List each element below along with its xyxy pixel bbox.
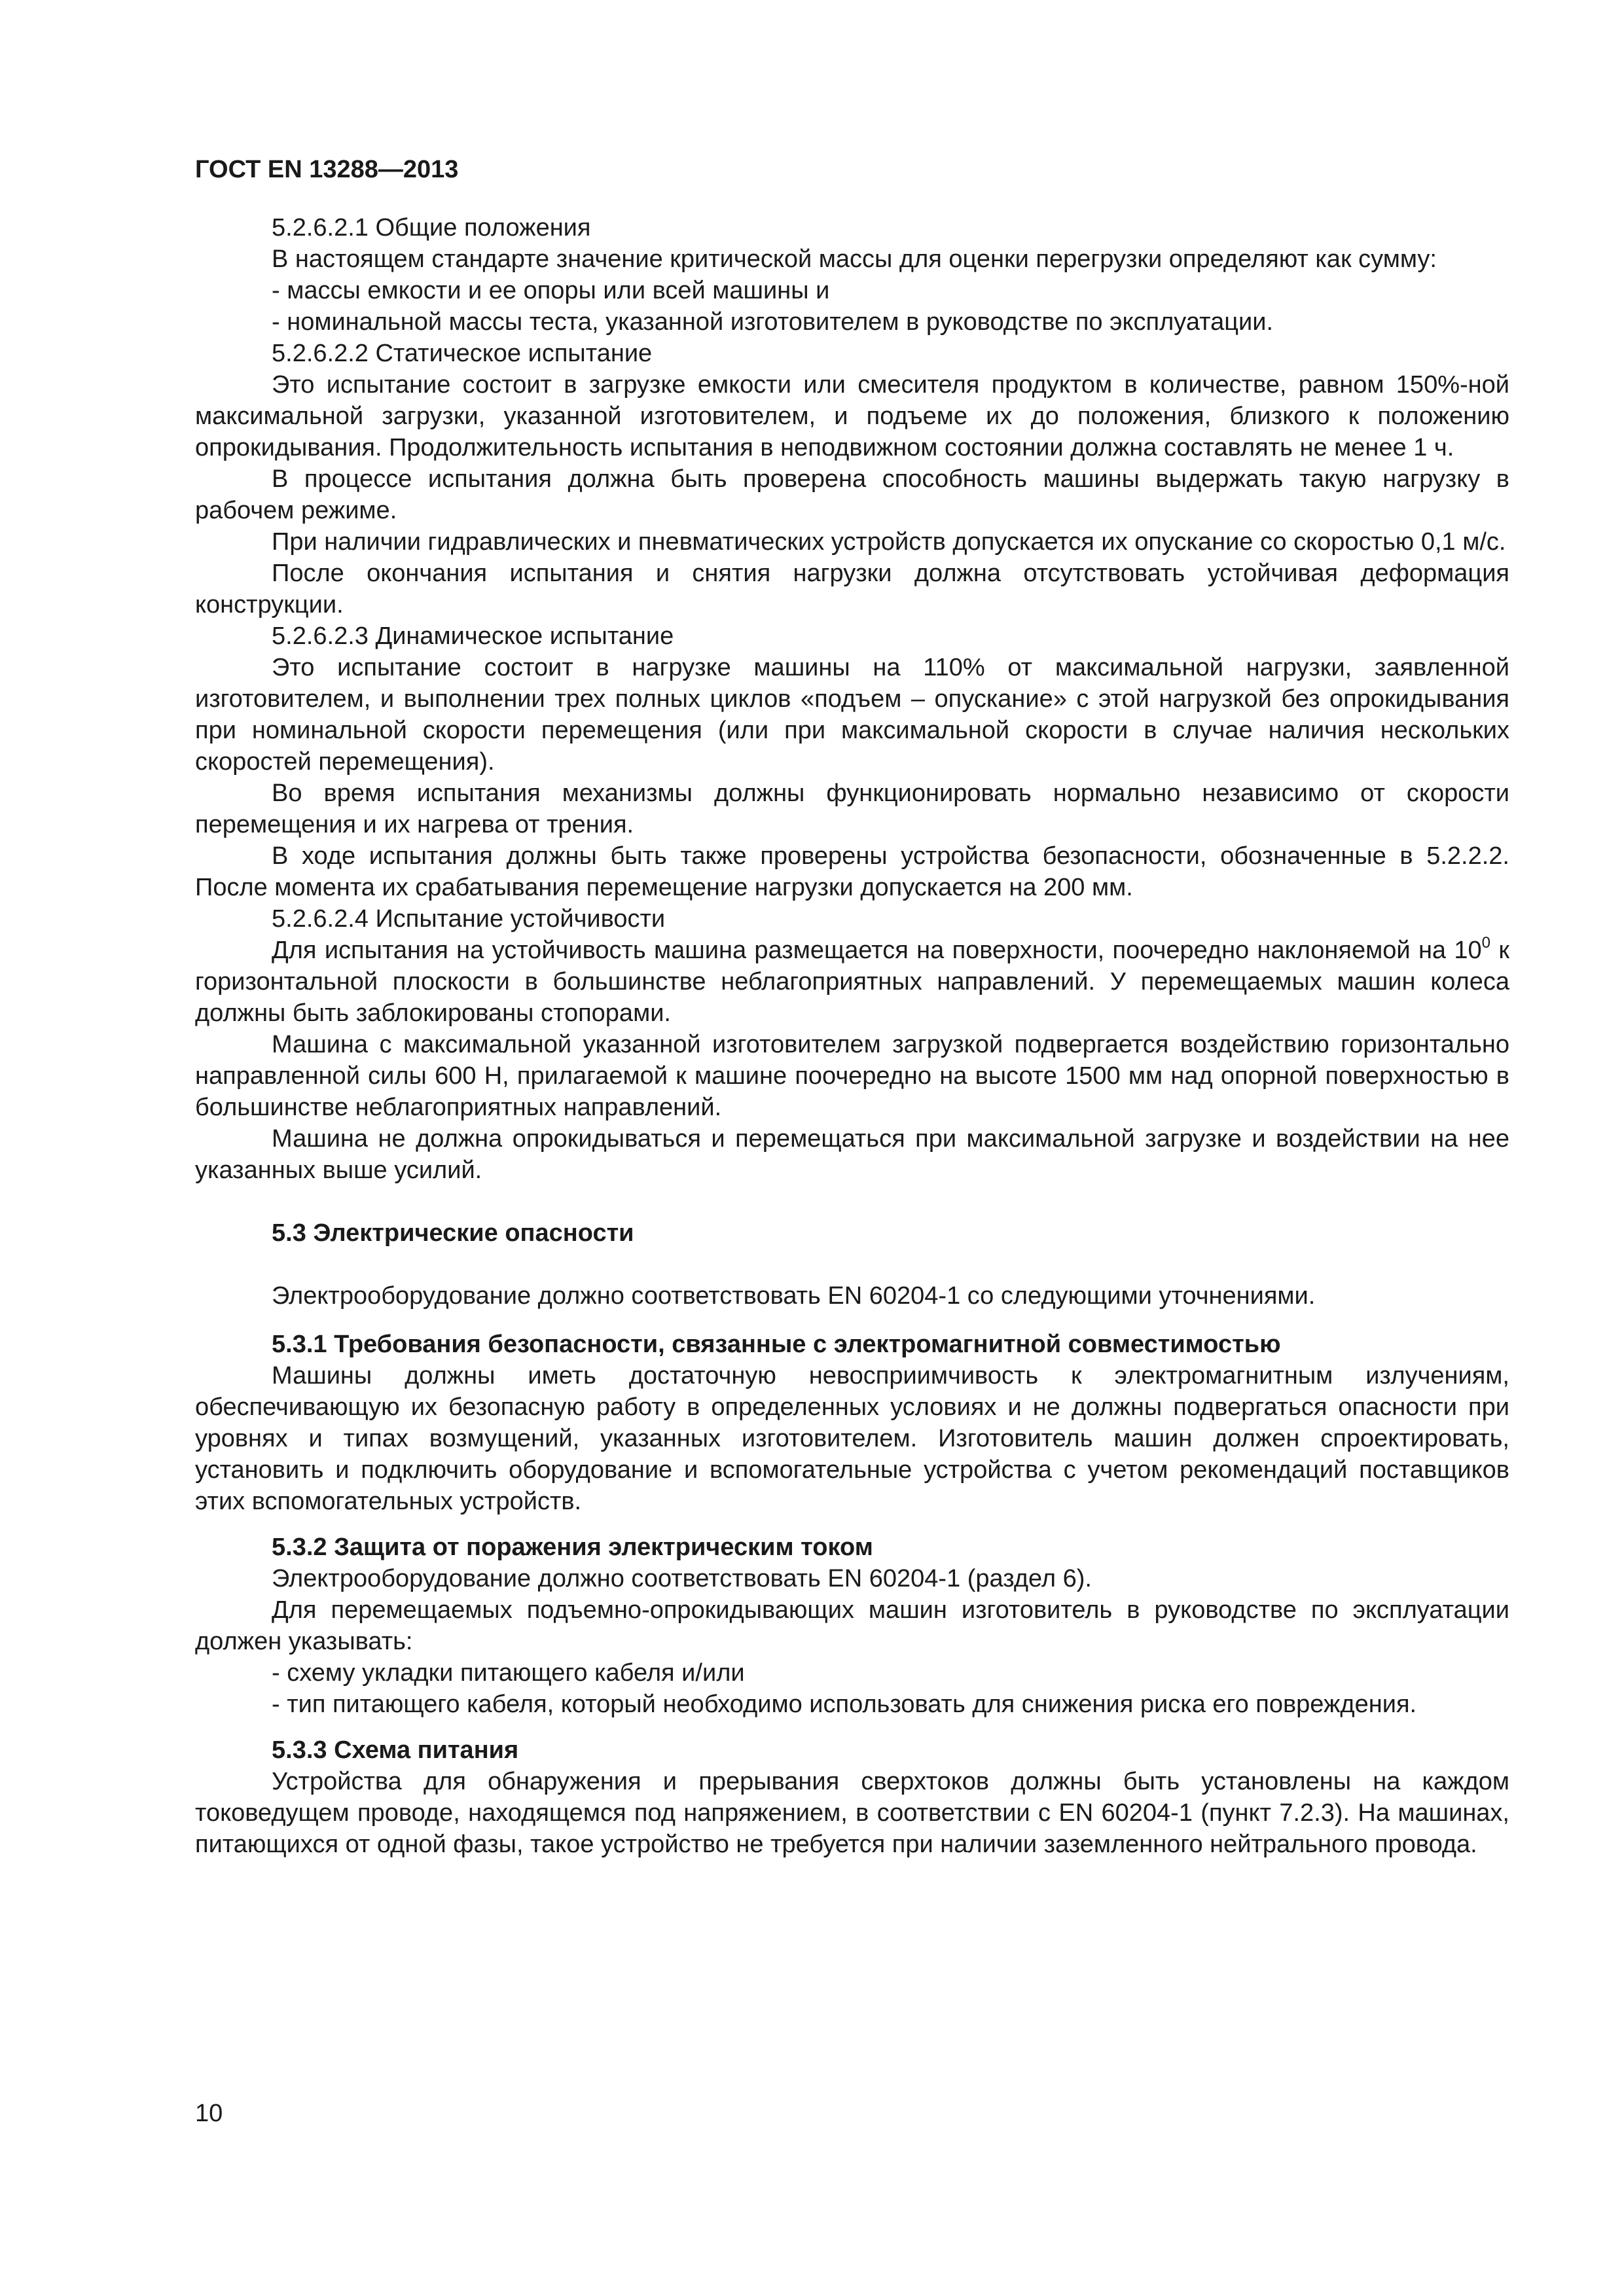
clause-5-2-6-2-2-title: 5.2.6.2.2 Статическое испытание bbox=[272, 340, 653, 367]
paragraph: При наличии гидравлических и пневматических устройств допускается их опускание со скоростью 0,1 м/с. bbox=[272, 528, 1506, 556]
clause-5-2-6-2-1-title: 5.2.6.2.1 Общие положения bbox=[272, 214, 591, 242]
section-5-3-1-heading: 5.3.1 Требования безопасности, связанные с электромагнитной совместимостью bbox=[272, 1331, 1281, 1358]
stability-text-before: Для испытания на устойчивость машина размещается на поверхности, поочередно наклоняемой на 10 bbox=[272, 937, 1482, 964]
stability-text-after: к горизонтальной плоскости в большинстве неблагоприятных направлений. У перемещаемых машин колеса должны быть заблокированы стопорами. bbox=[195, 937, 1509, 1027]
paragraph: Машина с максимальной указанной изготовителем загрузкой подвергается воздействию горизонтально направленной силы 600 Н, прилагаемой к машине поочередно на высоте 1500 мм над опорной поверхностью в большинстве неблагоприятных направлений. bbox=[195, 1031, 1509, 1121]
paragraph: Электрооборудование должно соответствовать EN 60204-1 со следующими уточнениями. bbox=[272, 1282, 1316, 1310]
list-item: - тип питающего кабеля, который необходимо использовать для снижения риска его повреждения. bbox=[272, 1691, 1417, 1718]
degree-superscript: 0 bbox=[1481, 934, 1491, 952]
paragraph: После окончания испытания и снятия нагрузки должна отсутствовать устойчивая деформация конструкции. bbox=[195, 560, 1509, 619]
paragraph: Это испытание состоит в нагрузке машины на 110% от максимальной нагрузки, заявленной изготовителем, и выполнении трех полных циклов «подъем – опускание» с этой нагрузкой без опрокидывания при номинальной скорости перемещения (или при максимальной скорости в случае наличия нескольких скоростей перемещения). bbox=[195, 654, 1509, 776]
clause-5-2-6-2-4-title: 5.2.6.2.4 Испытание устойчивости bbox=[272, 905, 666, 933]
paragraph: Для перемещаемых подъемно-опрокидывающих машин изготовитель в руководстве по эксплуатации должен указывать: bbox=[195, 1596, 1509, 1655]
paragraph: Машина не должна опрокидываться и перемещаться при максимальной загрузке и воздействии на нее указанных выше усилий. bbox=[195, 1125, 1509, 1184]
paragraph: Это испытание состоит в загрузке емкости или смесителя продуктом в количестве, равном 150%-ной максимальной загрузки, указанной изготовителем, и подъеме их до положения, близкого к положению опрокидывания. Продолжительность испытания в неподвижном состоянии должна составлять не менее 1 ч. bbox=[195, 371, 1509, 461]
paragraph: Электрооборудование должно соответствовать EN 60204-1 (раздел 6). bbox=[272, 1565, 1092, 1592]
paragraph: Машины должны иметь достаточную невосприимчивость к электромагнитным излучениям, обеспечивающую их безопасную работу в определенных условиях и не должны подвергаться опасности при уровнях и типах возмущений, указанных изготовителем. Изготовитель машин должен спроектировать, установить и подключить оборудование и вспомогательные устройства с учетом рекомендаций поставщиков этих вспомогательных устройств. bbox=[195, 1362, 1509, 1515]
list-item: - номинальной массы теста, указанной изготовителем в руководстве по эксплуатации. bbox=[272, 308, 1274, 336]
paragraph: В настоящем стандарте значение критической массы для оценки перегрузки определяют как сумму: bbox=[272, 245, 1437, 273]
list-item: - массы емкости и ее опоры или всей машины и bbox=[272, 277, 830, 304]
section-5-3-3-heading: 5.3.3 Схема питания bbox=[272, 1736, 519, 1764]
document-body bbox=[195, 212, 1509, 1860]
section-5-3-2-heading: 5.3.2 Защита от поражения электрическим током bbox=[272, 1534, 873, 1561]
list-item: - схему укладки питающего кабеля и/или bbox=[272, 1659, 745, 1687]
paragraph: Во время испытания механизмы должны функционировать нормально независимо от скорости перемещения и их нагрева от трения. bbox=[195, 780, 1509, 838]
stability-paragraph bbox=[195, 935, 1509, 1029]
clause-5-2-6-2-3-title: 5.2.6.2.3 Динамическое испытание bbox=[272, 622, 674, 650]
section-5-3-heading: 5.3 Электрические опасности bbox=[272, 1219, 634, 1247]
paragraph: Устройства для обнаружения и прерывания сверхтоков должны быть установлены на каждом токоведущем проводе, находящемся под напряжением, в соответствии с EN 60204-1 (пункт 7.2.3). На машинах, питающихся от одной фазы, такое устройство не требуется при наличии заземленного нейтрального провода. bbox=[195, 1768, 1509, 1858]
paragraph: В ходе испытания должны быть также проверены устройства безопасности, обозначенные в 5.2.2.2. После момента их срабатывания перемещение нагрузки допускается на 200 мм. bbox=[195, 842, 1509, 901]
document-header: ГОСТ EN 13288—2013 bbox=[195, 156, 459, 183]
paragraph: В процессе испытания должна быть проверена способность машины выдержать такую нагрузку в рабочем режиме. bbox=[195, 465, 1509, 524]
page-number: 10 bbox=[195, 2100, 223, 2127]
